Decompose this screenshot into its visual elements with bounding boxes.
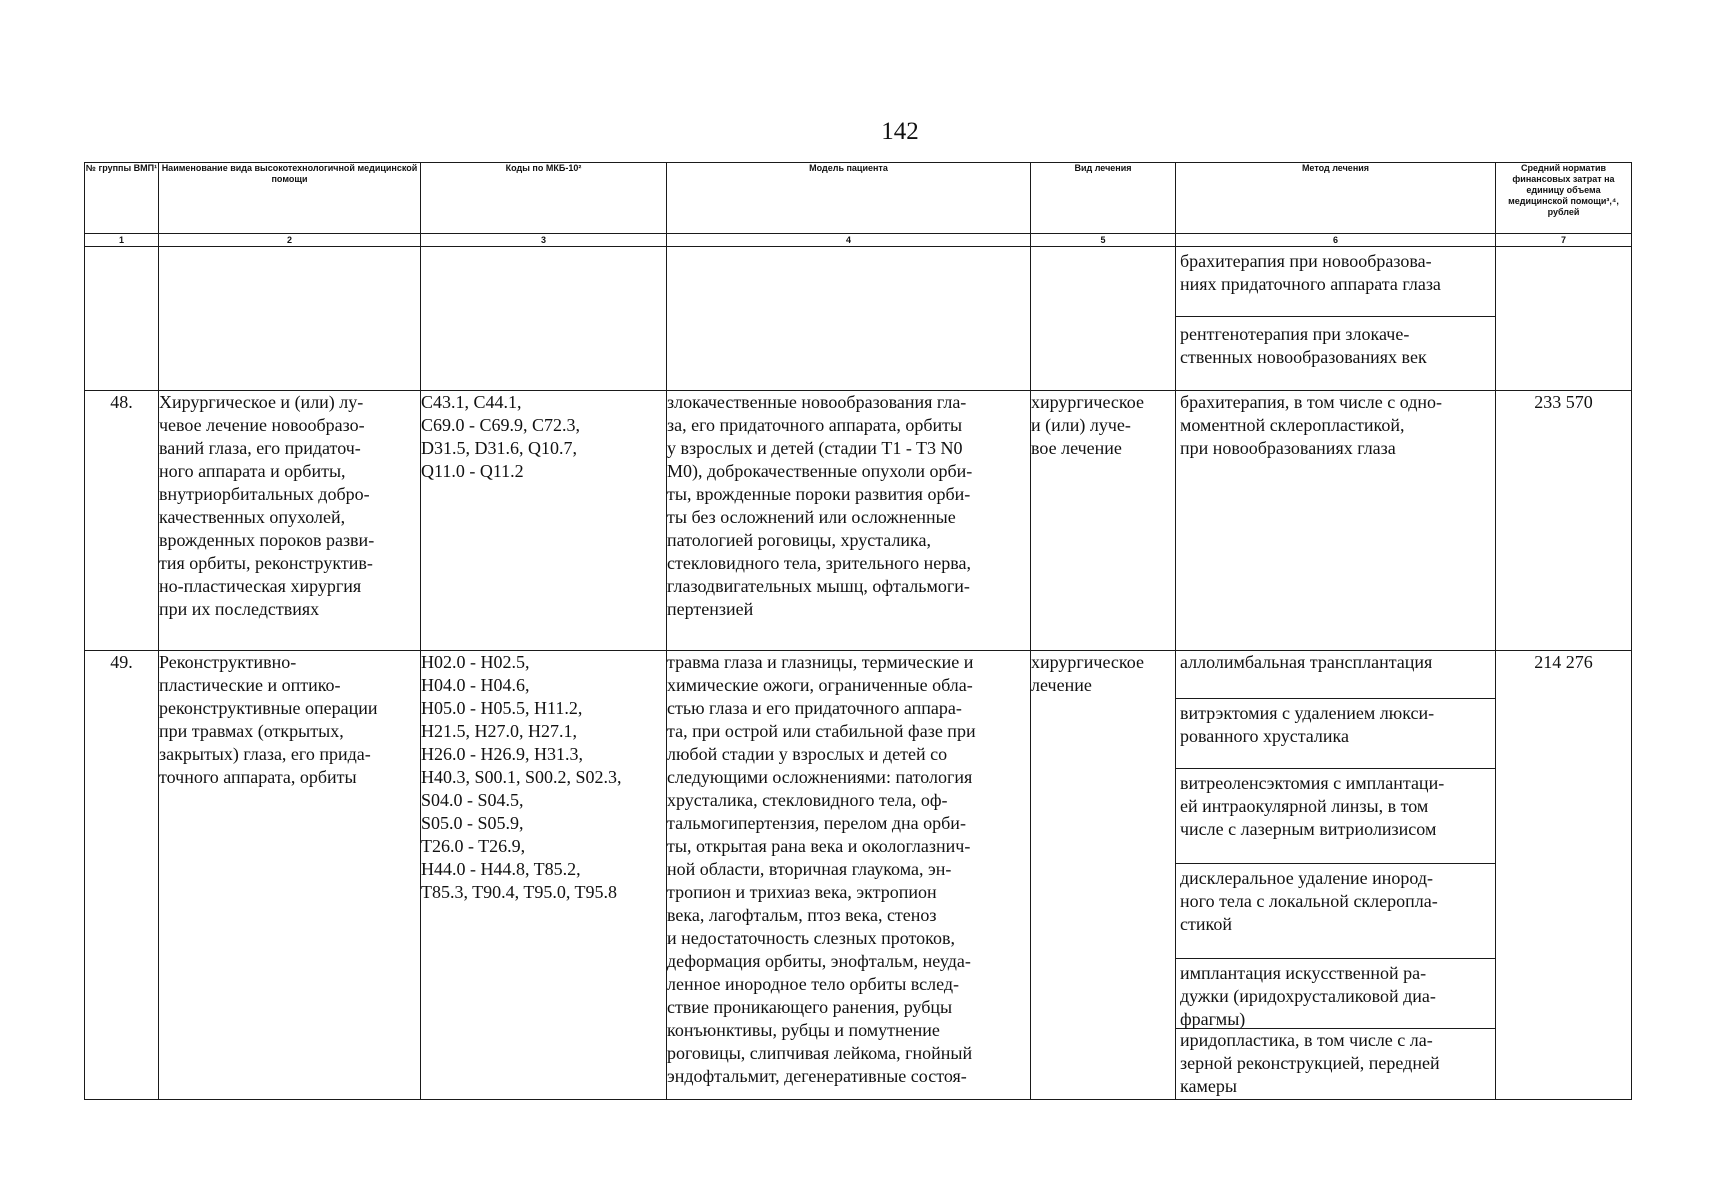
care-type-name: Реконструктивно- пластические и оптико- реконструктивные операции при травмах (открытых, закрытых) глаза, его прида- точного аппарата, орбиты (159, 651, 421, 1100)
continuation-row (85, 247, 1632, 391)
group-number: 48. (85, 391, 159, 651)
method-item (1176, 959, 1495, 1029)
method-text: брахитерапия, в том числе с одно- моментной склеропластикой, при новообразованиях глаза (1180, 392, 1443, 458)
header-patient-model: Модель пациента (667, 163, 1031, 234)
method-text: аллолимбальная трансплантация (1180, 652, 1433, 672)
empty-cell (85, 247, 159, 391)
method-text: витрэктомия с удалением люкси- рованного хрусталика (1180, 703, 1435, 746)
vmp-table (84, 162, 1632, 1100)
header-treatment-method: Метод лечения (1176, 163, 1496, 234)
treatment-type: хирургическое лечение (1031, 651, 1176, 1100)
methods-cell (1176, 651, 1496, 1100)
method-item (1176, 769, 1495, 864)
methods-cell (1176, 391, 1496, 651)
method-item (1176, 699, 1495, 769)
patient-model: злокачественные новообразования гла- за, его придаточного аппарата, орбиты у взрослых и детей (стадии T1 - T3 N0 M0), доброкачественные опухоли орби- ты, врожденные пороки развития орби- ты без осложнений или осложненные патологией роговицы, хрусталика, стекловидного тела, зрительного нерва, глазодвигательных мышц, офтальмоги- пертензией (667, 391, 1031, 651)
table-row-48 (85, 391, 1632, 651)
header-icd10-codes: Коды по МКБ-10² (421, 163, 667, 234)
treatment-type: хирургическое и (или) луче- вое лечение (1031, 391, 1176, 651)
empty-cell (667, 247, 1031, 391)
method-text: рентгенотерапия при злокаче- ственных новообразованиях век (1180, 324, 1427, 367)
header-care-type-name: Наименование вида высокотехнологичной медицинской помощи (159, 163, 421, 234)
method-item (1176, 864, 1495, 959)
method-item (1176, 651, 1495, 699)
header-treatment-type: Вид лечения (1031, 163, 1176, 234)
column-number: 1 (85, 234, 159, 247)
patient-model: травма глаза и глазницы, термические и химические ожоги, ограниченные обла- стью глаза и его придаточного аппара- та, при острой или стабильной фазе при любой стадии у взрослых и детей со следующими осложнениями: патология хрусталика, стекловидного тела, оф- тальмогипертензия, перелом дна орби- ты, открытая рана века и окологлазнич- ной области, вторичная глаукома, эн- тропион и трихиаз века, эктропион века, лагофтальм, птоз века, стеноз и недостаточность слезных протоков, деформация орбиты, энофтальм, неуда- ленное инородное тело орбиты вслед- ствие проникающего ранения, рубцы конъюнктивы, рубцы и помутнение роговицы, слипчивая лейкома, гнойный эндофтальмит, дегенеративные состоя- (667, 651, 1031, 1100)
page-number: 142 (881, 118, 919, 145)
empty-cell (421, 247, 667, 391)
column-number: 7 (1496, 234, 1632, 247)
method-text: брахитерапия при новообразова- ниях придаточного аппарата глаза (1180, 251, 1441, 294)
empty-cell (159, 247, 421, 391)
table-row-49 (85, 651, 1632, 1100)
method-item (1176, 1029, 1495, 1099)
method-item (1176, 391, 1495, 460)
empty-cell (1031, 247, 1176, 391)
column-number: 4 (667, 234, 1031, 247)
icd10-codes: C43.1, C44.1, C69.0 - C69.9, C72.3, D31.5, D31.6, Q10.7, Q11.0 - Q11.2 (421, 391, 667, 651)
column-number: 5 (1031, 234, 1176, 247)
method-text: витреоленсэктомия с имплантаци- ей интраокулярной линзы, в том числе с лазерным витриолизисом (1180, 773, 1445, 839)
group-number: 49. (85, 651, 159, 1100)
method-text: имплантация искусственной ра- дужки (иридохрусталиковой диа- фрагмы) (1180, 963, 1436, 1029)
column-number-row (85, 234, 1632, 247)
method-text: дисклеральное удаление инород- ного тела с локальной склеропла- стикой (1180, 868, 1438, 934)
average-cost: 233 570 (1496, 391, 1632, 651)
column-number: 2 (159, 234, 421, 247)
header-group-number: № группы ВМП¹ (85, 163, 159, 234)
method-text: иридопластика, в том числе с ла- зерной реконструкцией, передней камеры (1180, 1030, 1440, 1096)
empty-cell (1496, 247, 1632, 391)
method-item (1176, 317, 1495, 390)
average-cost: 214 276 (1496, 651, 1632, 1100)
icd10-codes: H02.0 - H02.5, H04.0 - H04.6, H05.0 - H05.5, H11.2, H21.5, H27.0, H27.1, H26.0 - H26.9, H31.3, H40.3, S00.1, S00.2, S02.3, S04.0 - S04.5, S05.0 - S05.9, T26.0 - T26.9, H44.0 - H44.8, T85.2, T85.3, T90.4, T95.0, T95.8 (421, 651, 667, 1100)
column-number: 6 (1176, 234, 1496, 247)
care-type-name: Хирургическое и (или) лу- чевое лечение новообразо- ваний глаза, его придаточ- ного аппарата и орбиты, внутриорбитальных добро- качественных опухолей, врожденных пороков разви- тия орбиты, реконструктив- но-пластическая хирургия при их последствиях (159, 391, 421, 651)
method-item (1176, 247, 1495, 317)
methods-cell (1176, 247, 1496, 391)
header-row (85, 163, 1632, 234)
column-number: 3 (421, 234, 667, 247)
header-average-cost: Средний норматив финансовых затрат на единицу объема медицинской помощи³,⁴, рублей (1496, 163, 1632, 234)
